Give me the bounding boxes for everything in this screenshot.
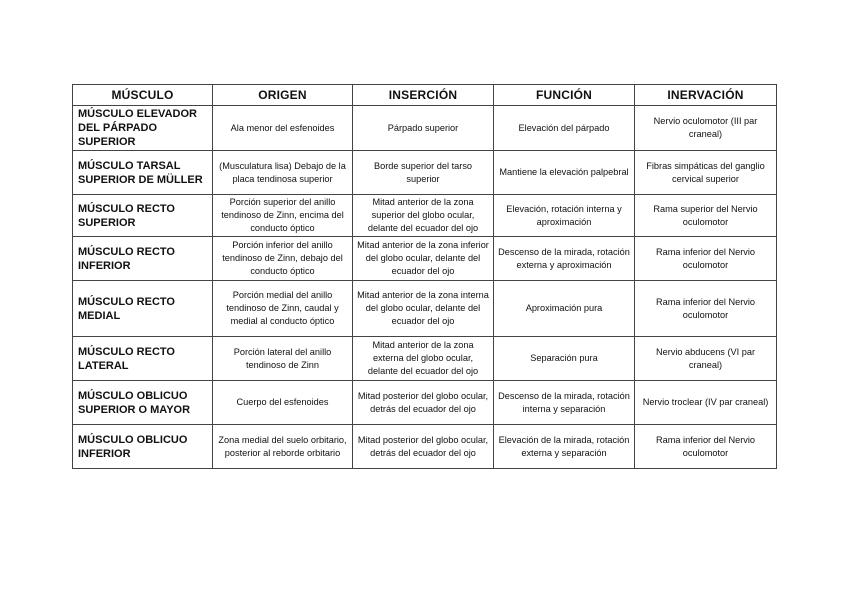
cell-inervacion: Nervio oculomotor (III par craneal)	[635, 106, 777, 151]
cell-musculo: MÚSCULO RECTO INFERIOR	[73, 237, 213, 281]
table-row	[73, 151, 777, 195]
cell-inervacion: Nervio troclear (IV par craneal)	[635, 381, 777, 425]
cell-insercion: Mitad anterior de la zona interna del globo ocular, delante del ecuador del ojo	[353, 281, 494, 337]
header-inervacion: INERVACIÓN	[635, 85, 777, 106]
cell-origen: Porción lateral del anillo tendinoso de Zinn	[213, 337, 353, 381]
cell-origen: Porción medial del anillo tendinoso de Zinn, caudal y medial al conducto óptico	[213, 281, 353, 337]
cell-insercion: Mitad anterior de la zona inferior del globo ocular, delante del ecuador del ojo	[353, 237, 494, 281]
cell-funcion: Elevación, rotación interna y aproximación	[494, 195, 635, 237]
header-row	[73, 85, 777, 106]
header-insercion: INSERCIÓN	[353, 85, 494, 106]
cell-origen: Zona medial del suelo orbitario, posterior al reborde orbitario	[213, 425, 353, 469]
table-row	[73, 195, 777, 237]
table-row	[73, 337, 777, 381]
cell-insercion: Párpado superior	[353, 106, 494, 151]
header-origen: ORIGEN	[213, 85, 353, 106]
cell-musculo: MÚSCULO RECTO LATERAL	[73, 337, 213, 381]
cell-funcion: Descenso de la mirada, rotación externa y aproximación	[494, 237, 635, 281]
table-row	[73, 281, 777, 337]
cell-musculo: MÚSCULO TARSAL SUPERIOR DE MÜLLER	[73, 151, 213, 195]
cell-funcion: Descenso de la mirada, rotación interna y separación	[494, 381, 635, 425]
table-row	[73, 381, 777, 425]
cell-musculo: MÚSCULO ELEVADOR DEL PÁRPADO SUPERIOR	[73, 106, 213, 151]
cell-inervacion: Rama inferior del Nervio oculomotor	[635, 425, 777, 469]
cell-origen: Porción inferior del anillo tendinoso de Zinn, debajo del conducto óptico	[213, 237, 353, 281]
cell-musculo: MÚSCULO RECTO MEDIAL	[73, 281, 213, 337]
cell-insercion: Borde superior del tarso superior	[353, 151, 494, 195]
table-row	[73, 237, 777, 281]
table-row	[73, 106, 777, 151]
cell-inervacion: Nervio abducens (VI par craneal)	[635, 337, 777, 381]
cell-origen: (Musculatura lisa) Debajo de la placa tendinosa superior	[213, 151, 353, 195]
cell-insercion: Mitad posterior del globo ocular, detrás del ecuador del ojo	[353, 381, 494, 425]
cell-origen: Ala menor del esfenoides	[213, 106, 353, 151]
cell-musculo: MÚSCULO OBLICUO SUPERIOR O MAYOR	[73, 381, 213, 425]
cell-inervacion: Rama inferior del Nervio oculomotor	[635, 281, 777, 337]
cell-insercion: Mitad anterior de la zona externa del globo ocular, delante del ecuador del ojo	[353, 337, 494, 381]
header-funcion: FUNCIÓN	[494, 85, 635, 106]
cell-musculo: MÚSCULO OBLICUO INFERIOR	[73, 425, 213, 469]
cell-inervacion: Fibras simpáticas del ganglio cervical superior	[635, 151, 777, 195]
cell-inervacion: Rama inferior del Nervio oculomotor	[635, 237, 777, 281]
cell-origen: Cuerpo del esfenoides	[213, 381, 353, 425]
cell-musculo: MÚSCULO RECTO SUPERIOR	[73, 195, 213, 237]
cell-funcion: Aproximación pura	[494, 281, 635, 337]
cell-insercion: Mitad anterior de la zona superior del globo ocular, delante del ecuador del ojo	[353, 195, 494, 237]
table-row	[73, 425, 777, 469]
cell-origen: Porción superior del anillo tendinoso de Zinn, encima del conducto óptico	[213, 195, 353, 237]
cell-funcion: Elevación de la mirada, rotación externa y separación	[494, 425, 635, 469]
cell-funcion: Separación pura	[494, 337, 635, 381]
header-musculo: MÚSCULO	[73, 85, 213, 106]
cell-insercion: Mitad posterior del globo ocular, detrás del ecuador del ojo	[353, 425, 494, 469]
muscle-table	[72, 84, 777, 469]
cell-inervacion: Rama superior del Nervio oculomotor	[635, 195, 777, 237]
cell-funcion: Elevación del párpado	[494, 106, 635, 151]
cell-funcion: Mantiene la elevación palpebral	[494, 151, 635, 195]
